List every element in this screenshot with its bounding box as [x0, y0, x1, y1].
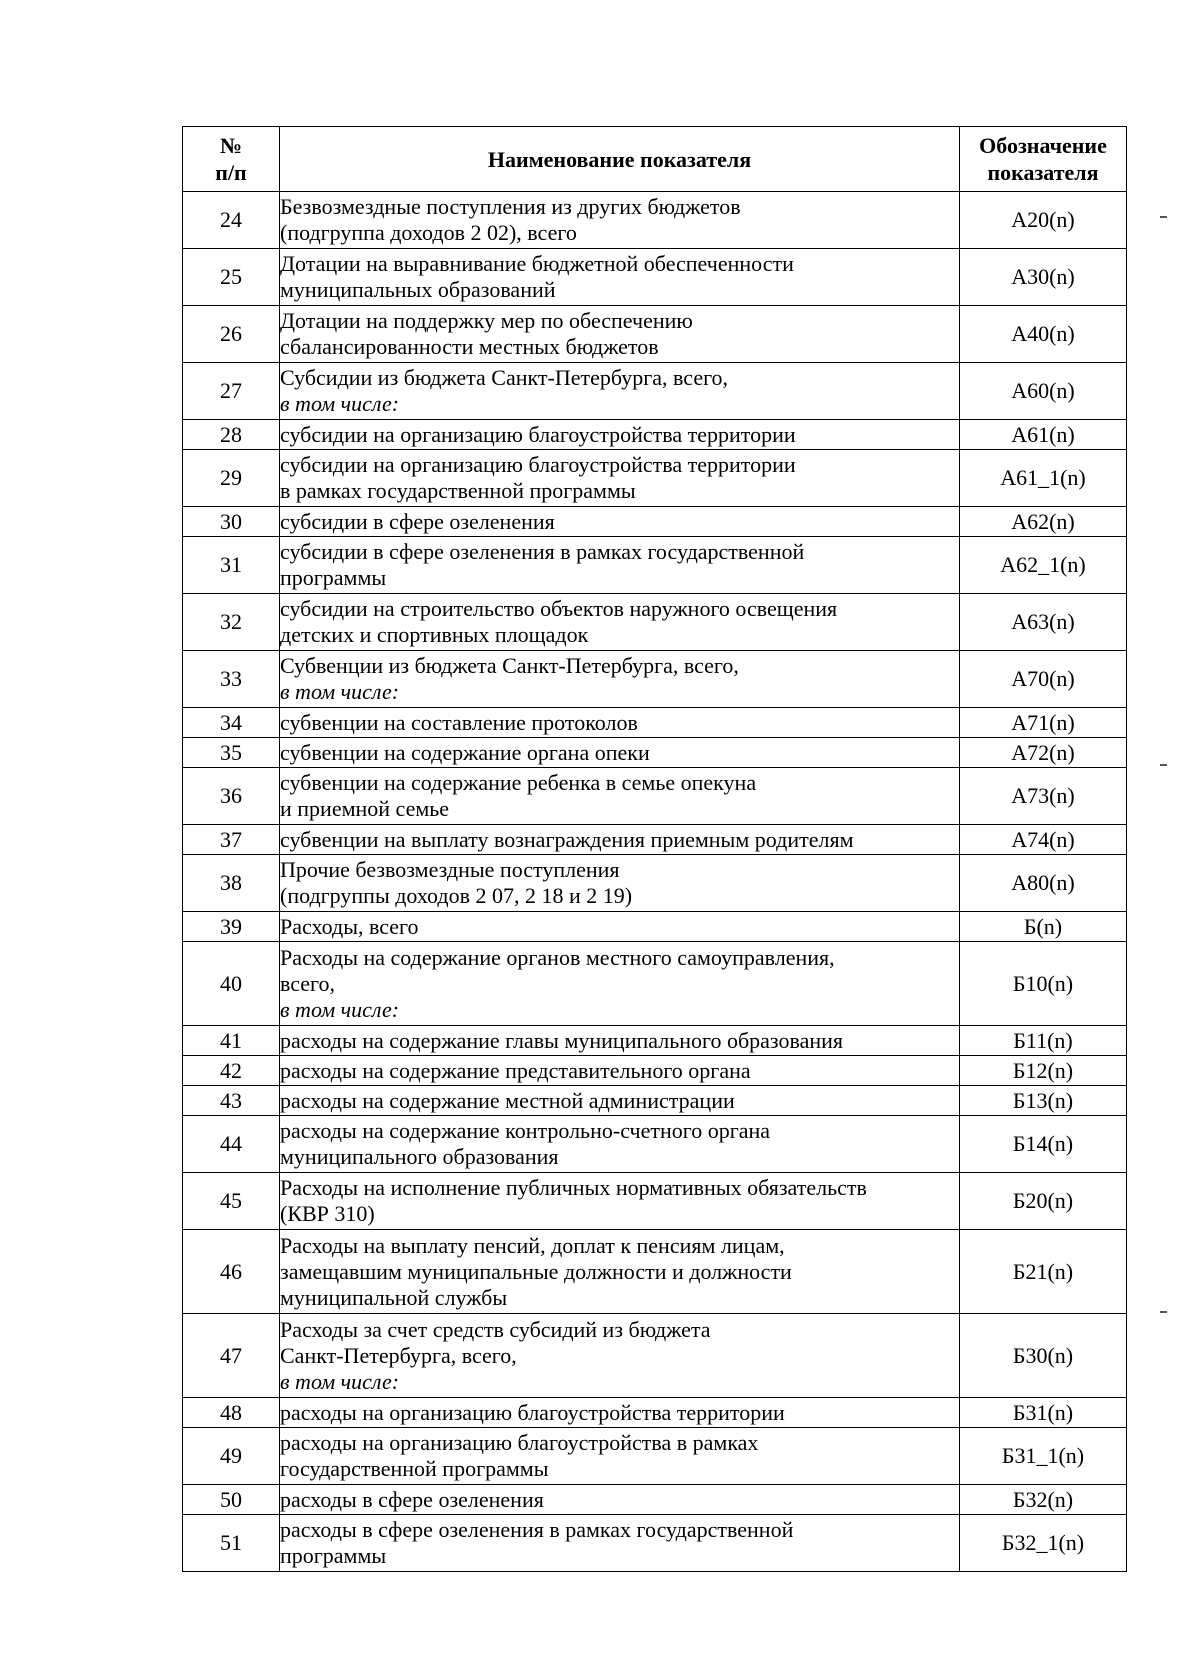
header-number: [183, 127, 280, 192]
indicator-code: Б32(n): [960, 1485, 1127, 1515]
indicator-name: [280, 912, 960, 942]
table-row: [183, 708, 1127, 738]
indicator-name-line: (подгруппы доходов 2 07, 2 18 и 2 19): [280, 883, 633, 908]
row-number: 37: [183, 825, 280, 855]
indicator-name-line: в том числе:: [280, 996, 400, 1022]
row-number: 47: [183, 1314, 280, 1398]
indicator-code: А62_1(n): [960, 537, 1127, 594]
table-row: [183, 1428, 1127, 1485]
table-row: [183, 1026, 1127, 1056]
row-number: 46: [183, 1230, 280, 1314]
row-number: 39: [183, 912, 280, 942]
indicator-name-line: программы: [280, 565, 387, 590]
indicator-name-line: Дотации на выравнивание бюджетной обеспеченности: [280, 251, 794, 276]
row-number: 36: [183, 768, 280, 825]
table-row: [183, 651, 1127, 708]
row-number: 34: [183, 708, 280, 738]
header-name: Наименование показателя: [280, 127, 960, 192]
indicator-name: [280, 1428, 960, 1485]
row-number: 38: [183, 855, 280, 912]
header-number-line: п/п: [215, 160, 247, 185]
indicator-code: Б32_1(n): [960, 1515, 1127, 1572]
row-number: 25: [183, 249, 280, 306]
indicator-code: А63(n): [960, 594, 1127, 651]
indicator-name-line: субсидии на строительство объектов наружного освещения: [280, 596, 838, 621]
row-number: 44: [183, 1116, 280, 1173]
indicator-name: [280, 192, 960, 249]
indicator-name-line: всего,: [280, 970, 336, 996]
indicator-code: Б13(n): [960, 1086, 1127, 1116]
table-row: [183, 1056, 1127, 1086]
indicator-code: Б20(n): [960, 1173, 1127, 1230]
row-number: 32: [183, 594, 280, 651]
indicator-name-line: Дотации на поддержку мер по обеспечению: [280, 308, 693, 333]
indicator-code: Б10(n): [960, 942, 1127, 1026]
header-code: [960, 127, 1127, 192]
row-number: 42: [183, 1056, 280, 1086]
table-body: [183, 192, 1127, 1572]
table-row: [183, 450, 1127, 507]
table-row: [183, 249, 1127, 306]
indicator-name: [280, 1116, 960, 1173]
indicator-name-line: расходы на содержание местной администрации: [280, 1087, 735, 1113]
indicator-name-line: расходы на содержание представительного органа: [280, 1057, 751, 1083]
indicator-code: А73(n): [960, 768, 1127, 825]
table-row: [183, 855, 1127, 912]
table-row: [183, 192, 1127, 249]
indicator-name-line: расходы на организацию благоустройства территории: [280, 1399, 785, 1425]
row-number: 30: [183, 507, 280, 537]
indicator-code: А70(n): [960, 651, 1127, 708]
indicator-name: [280, 708, 960, 738]
indicator-name-line: Субсидии из бюджета Санкт-Петербурга, всего,: [280, 365, 729, 390]
row-number: 50: [183, 1485, 280, 1515]
indicator-name: [280, 1173, 960, 1230]
row-number: 35: [183, 738, 280, 768]
indicator-name-line: субвенции на содержание ребенка в семье опекуна: [280, 770, 757, 795]
row-number: 33: [183, 651, 280, 708]
indicator-code: Б11(n): [960, 1026, 1127, 1056]
indicator-name-line: государственной программы: [280, 1456, 549, 1481]
row-number: 43: [183, 1086, 280, 1116]
indicator-name: [280, 594, 960, 651]
row-number: 45: [183, 1173, 280, 1230]
table-row: [183, 537, 1127, 594]
table-row: [183, 912, 1127, 942]
indicator-table: [182, 126, 1127, 1572]
indicator-name-line: расходы на организацию благоустройства в рамках: [280, 1430, 759, 1455]
indicator-name-line: замещавшим муниципальные должности и должности: [280, 1258, 792, 1284]
indicator-name: [280, 1314, 960, 1398]
indicator-name: [280, 738, 960, 768]
indicator-name: [280, 825, 960, 855]
row-number: 48: [183, 1398, 280, 1428]
indicator-name: [280, 1086, 960, 1116]
indicator-name-line: субсидии на организацию благоустройства территории: [280, 452, 796, 477]
indicator-code: А30(n): [960, 249, 1127, 306]
table-row: [183, 1314, 1127, 1398]
indicator-name: [280, 507, 960, 537]
indicator-code: А74(n): [960, 825, 1127, 855]
row-number: 49: [183, 1428, 280, 1485]
indicator-name: [280, 1026, 960, 1056]
table-row: [183, 363, 1127, 420]
row-number: 24: [183, 192, 280, 249]
indicator-code: Б31(n): [960, 1398, 1127, 1428]
indicator-code: Б14(n): [960, 1116, 1127, 1173]
indicator-name: [280, 450, 960, 507]
indicator-name-line: Расходы на выплату пенсий, доплат к пенсиям лицам,: [280, 1232, 785, 1258]
scan-mark: [1160, 1311, 1167, 1313]
indicator-name-line: Субвенции из бюджета Санкт-Петербурга, всего,: [280, 653, 739, 678]
indicator-name-line: (подгруппа доходов 2 02), всего: [280, 220, 577, 245]
indicator-name-line: расходы на содержание главы муниципального образования: [280, 1027, 844, 1053]
indicator-name: [280, 1515, 960, 1572]
table-row: [183, 420, 1127, 450]
indicator-name-line: программы: [280, 1543, 387, 1568]
row-number: 51: [183, 1515, 280, 1572]
table-row: [183, 507, 1127, 537]
table-row: [183, 1086, 1127, 1116]
indicator-name-line: в том числе:: [280, 1368, 400, 1394]
indicator-code: Б(n): [960, 912, 1127, 942]
indicator-code: А62(n): [960, 507, 1127, 537]
indicator-code: А71(n): [960, 708, 1127, 738]
table-row: [183, 825, 1127, 855]
indicator-name-line: субвенции на составление протоколов: [280, 709, 638, 735]
indicator-name: [280, 768, 960, 825]
indicator-code: А72(n): [960, 738, 1127, 768]
row-number: 40: [183, 942, 280, 1026]
indicator-name-line: муниципального образования: [280, 1144, 559, 1169]
row-number: 41: [183, 1026, 280, 1056]
indicator-code: Б30(n): [960, 1314, 1127, 1398]
indicator-code: А61_1(n): [960, 450, 1127, 507]
indicator-name: [280, 942, 960, 1026]
header-code-line: Обозначение: [979, 133, 1107, 158]
table-row: [183, 738, 1127, 768]
indicator-code: Б31_1(n): [960, 1428, 1127, 1485]
indicator-name-line: Прочие безвозмездные поступления: [280, 857, 620, 882]
indicator-name-line: Расходы на исполнение публичных нормативных обязательств: [280, 1175, 867, 1200]
indicator-name-line: субсидии в сфере озеленения: [280, 508, 555, 534]
table-row: [183, 1116, 1127, 1173]
indicator-name: [280, 1398, 960, 1428]
indicator-code: А61(n): [960, 420, 1127, 450]
indicator-name: [280, 420, 960, 450]
indicator-name-line: и приемной семье: [280, 796, 450, 821]
indicator-name-line: субсидии на организацию благоустройства территории: [280, 421, 796, 447]
indicator-name-line: муниципальной службы: [280, 1284, 508, 1310]
indicator-name-line: сбалансированности местных бюджетов: [280, 334, 659, 359]
row-number: 31: [183, 537, 280, 594]
indicator-name-line: в рамках государственной программы: [280, 478, 636, 503]
indicator-name: [280, 249, 960, 306]
row-number: 28: [183, 420, 280, 450]
indicator-name-line: субсидии в сфере озеленения в рамках государственной: [280, 539, 805, 564]
table-row: [183, 942, 1127, 1026]
indicator-name-line: в том числе:: [280, 391, 400, 416]
indicator-name-line: расходы в сфере озеленения в рамках государственной: [280, 1517, 794, 1542]
indicator-name: [280, 306, 960, 363]
indicator-code: Б21(n): [960, 1230, 1127, 1314]
indicator-code: А80(n): [960, 855, 1127, 912]
table-row: [183, 1398, 1127, 1428]
indicator-code: А20(n): [960, 192, 1127, 249]
indicator-code: А40(n): [960, 306, 1127, 363]
table-header-row: [183, 127, 1127, 192]
indicator-name: [280, 855, 960, 912]
indicator-code: Б12(n): [960, 1056, 1127, 1086]
indicator-name-line: расходы на содержание контрольно-счетного органа: [280, 1118, 771, 1143]
indicator-name-line: Расходы на содержание органов местного самоуправления,: [280, 944, 835, 970]
table-row: [183, 306, 1127, 363]
indicator-name: [280, 1056, 960, 1086]
indicator-name: [280, 363, 960, 420]
header-code-line: показателя: [987, 160, 1099, 185]
indicator-name: [280, 1485, 960, 1515]
indicator-name-line: детских и спортивных площадок: [280, 622, 589, 647]
table-row: [183, 1515, 1127, 1572]
indicator-name-line: Расходы за счет средств субсидий из бюджета: [280, 1316, 711, 1342]
indicator-name-line: Безвозмездные поступления из других бюджетов: [280, 194, 741, 219]
indicator-name-line: Расходы, всего: [280, 913, 419, 939]
table-row: [183, 768, 1127, 825]
indicator-name: [280, 651, 960, 708]
indicator-name-line: расходы в сфере озеленения: [280, 1486, 544, 1512]
table-row: [183, 1230, 1127, 1314]
indicator-name: [280, 537, 960, 594]
scan-mark: [1160, 764, 1167, 766]
indicator-name-line: муниципальных образований: [280, 277, 556, 302]
indicator-name-line: субвенции на выплату вознаграждения приемным родителям: [280, 826, 854, 852]
scan-mark: [1160, 216, 1167, 218]
table-row: [183, 1173, 1127, 1230]
table-row: [183, 594, 1127, 651]
indicator-code: А60(n): [960, 363, 1127, 420]
row-number: 29: [183, 450, 280, 507]
row-number: 27: [183, 363, 280, 420]
header-number-line: №: [219, 133, 243, 158]
row-number: 26: [183, 306, 280, 363]
indicator-name-line: в том числе:: [280, 679, 400, 704]
table-row: [183, 1485, 1127, 1515]
indicator-name: [280, 1230, 960, 1314]
indicator-name-line: Санкт-Петербурга, всего,: [280, 1342, 517, 1368]
indicator-name-line: субвенции на содержание органа опеки: [280, 739, 650, 765]
indicator-name-line: (КВР 310): [280, 1201, 375, 1226]
